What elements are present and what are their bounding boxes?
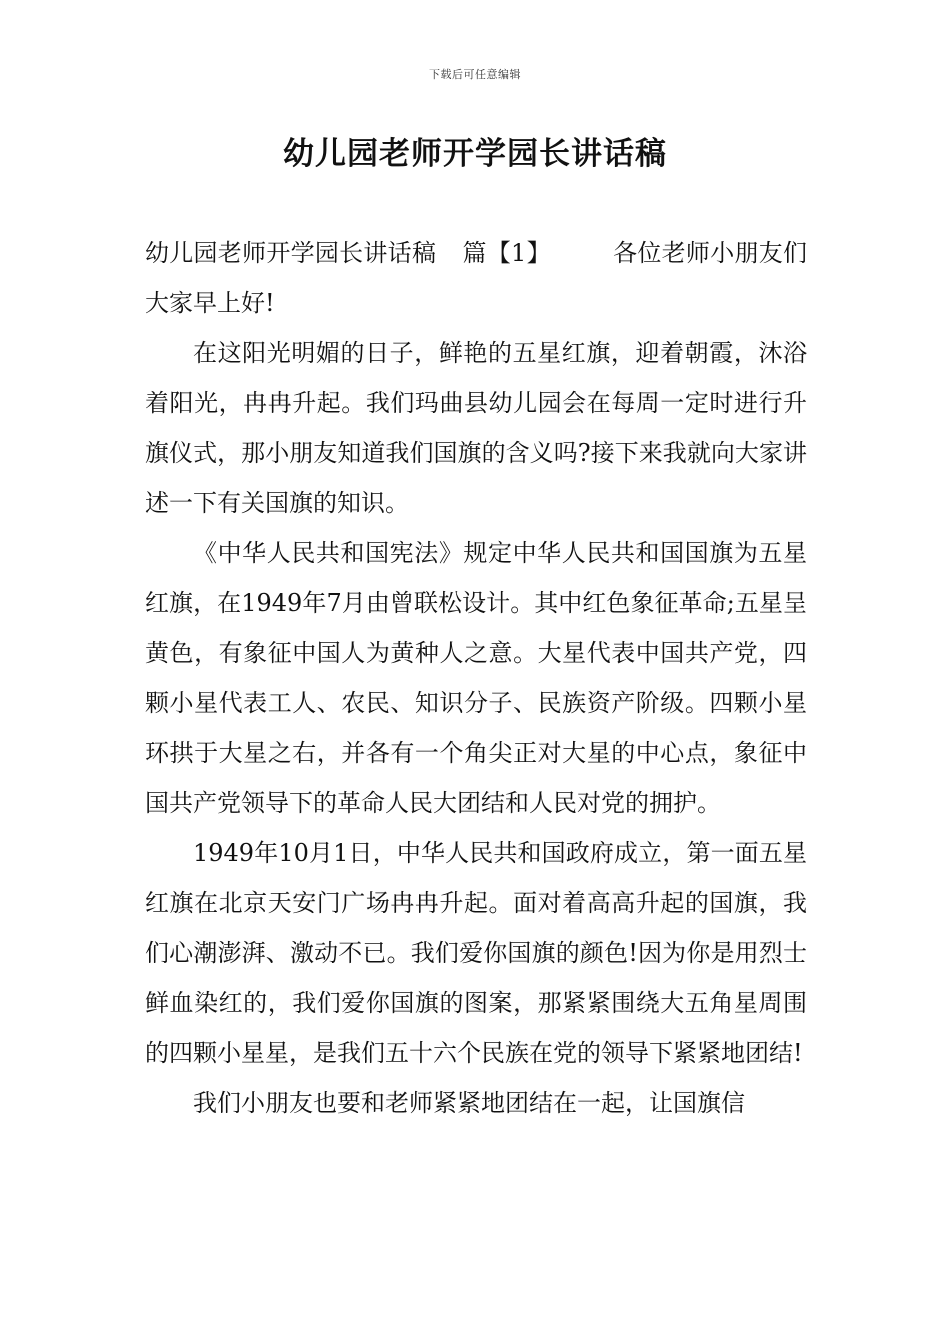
section-heading-name: 幼儿园老师开学园长讲话稿 xyxy=(145,239,437,267)
section-heading xyxy=(145,228,807,328)
header-note: 下载后可任意编辑 xyxy=(429,68,521,81)
paragraph: 1949年10月1日，中华人民共和国政府成立，第一面五星红旗在北京天安门广场冉冉升起。面对着高高升起的国旗，我们心潮澎湃、激动不已。我们爱你国旗的颜色!因为你是用烈士鲜血染红的，我们爱你国旗的图案，那紧紧围绕大五角星周围的四颗小星星，是我们五十六个民族在党的领导下紧紧地团结! xyxy=(145,839,807,1067)
section-heading-part: 篇【1】 xyxy=(462,239,551,267)
paragraph: 《中华人民共和国宪法》规定中华人民共和国国旗为五星红旗，在1949年7月由曾联松设计。其中红色象征革命;五星呈黄色，有象征中国人为黄种人之意。大星代表中国共产党，四颗小星代表工人、农民、知识分子、民族资产阶级。四颗小星环拱于大星之右，并各有一个角尖正对大星的中心点，象征中国共产党领导下的革命人民大团结和人民对党的拥护。 xyxy=(145,539,807,817)
paragraph: 在这阳光明媚的日子，鲜艳的五星红旗，迎着朝霞，沐浴着阳光，冉冉升起。我们玛曲县幼儿园会在每周一定时进行升旗仪式，那小朋友知道我们国旗的含义吗?接下来我就向大家讲述一下有关国旗的知识。 xyxy=(145,339,807,517)
document-body xyxy=(145,228,807,1128)
greeting: 各位老师小朋友们大家早上好! xyxy=(145,239,808,317)
paragraph: 我们小朋友也要和老师紧紧地团结在一起，让国旗信 xyxy=(193,1089,745,1117)
document-title: 幼儿园老师开学园长讲话稿 xyxy=(283,136,667,172)
